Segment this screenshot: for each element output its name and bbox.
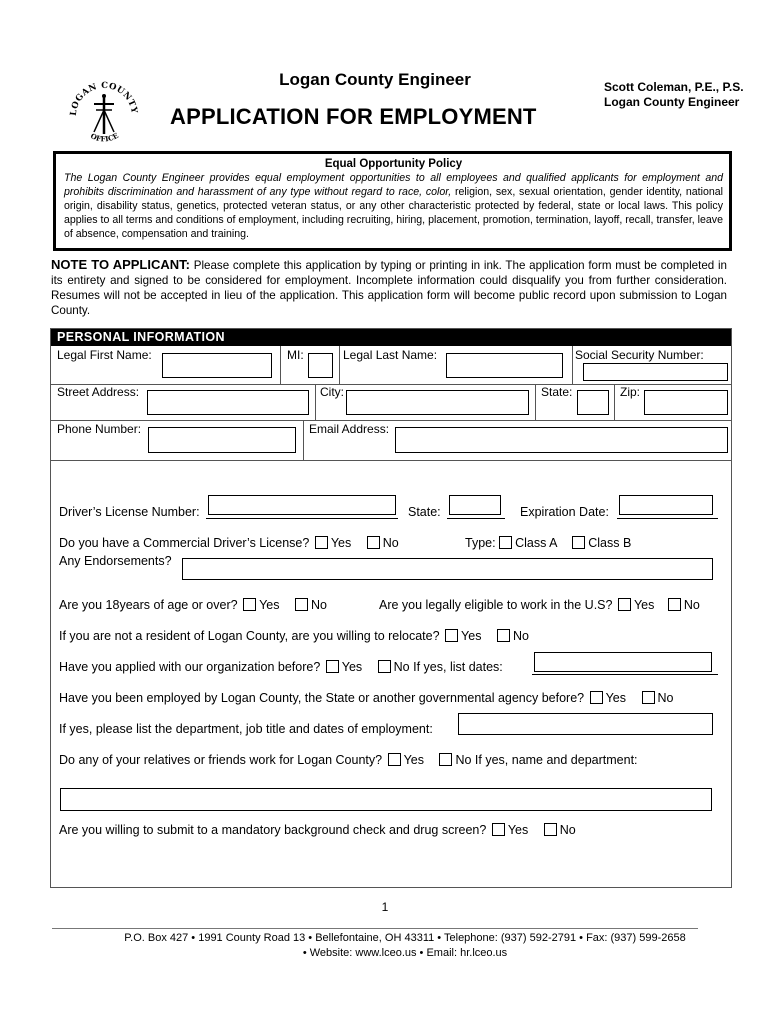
note-text: Please complete this application by typing or printing in ink. The application form must be completed in its entirety and signed to be considered for employment. Incomplete information could disqualify you from further consideration. Resumes will not be accepted in lieu of the application. This application form will become public record upon submission to Logan County.: [51, 259, 727, 317]
email-input[interactable]: [395, 427, 728, 453]
relocate-no-label: No: [512, 629, 529, 643]
applied-no-label: No: [393, 660, 410, 674]
dept-input[interactable]: [458, 713, 713, 735]
dl-number-underline: [206, 518, 398, 519]
engineer-contact: [604, 80, 744, 110]
cdl-type-label: Type:: [465, 536, 496, 550]
row-divider: [51, 460, 731, 461]
background-no-label: No: [559, 823, 576, 837]
policy-text-rest: religion, sex, sexual orientation, gender identity, national origin, disability status, genetics, protected veteran status, or any other characteristic protected by federal, state or local laws. This policy applies to all terms and conditions of employment, including recruiting, hiring, placement, promotion, termination, layoff, recall, transfer, leave of absence, compensation and training.: [64, 186, 723, 240]
age-no-label: No: [310, 598, 327, 612]
first-name-label: Legal First Name:: [57, 348, 152, 362]
eligible-yes-label: Yes: [633, 598, 655, 612]
relocate-no-checkbox[interactable]: [497, 629, 510, 642]
background-question-text: Are you willing to submit to a mandatory background check and drug screen?: [59, 823, 487, 837]
footer-web-email: • Website: www.lceo.us • Email: hr.lceo.us: [302, 947, 508, 959]
eligible-yes-checkbox[interactable]: [618, 598, 631, 611]
eligible-question: [379, 598, 700, 612]
policy-text: [64, 171, 723, 241]
relocate-yes-label: Yes: [461, 629, 482, 643]
age-no-checkbox[interactable]: [295, 598, 308, 611]
section-header-personal: PERSONAL INFORMATION: [51, 329, 731, 346]
policy-text-italic: The Logan County Engineer provides equal employment opportunities to all employees and qualified applicants for employment and prohibits discrimination and harassment of any type without regard to race, color,: [64, 172, 723, 198]
employed-yes-checkbox[interactable]: [590, 691, 603, 704]
zip-input[interactable]: [644, 390, 728, 415]
cdl-no-label: No: [382, 536, 399, 550]
applied-dates-input[interactable]: [534, 652, 712, 672]
employed-no-checkbox[interactable]: [642, 691, 655, 704]
relatives-name-input[interactable]: [60, 788, 712, 811]
engineer-title: Logan County Engineer: [604, 95, 740, 109]
footer-rule: [52, 928, 698, 929]
note-to-applicant: [51, 257, 727, 318]
divider: [535, 384, 536, 420]
ssn-label: Social Security Number:: [575, 348, 704, 362]
dept-question: If yes, please list the department, job title and dates of employment:: [59, 722, 433, 736]
applied-question-text: Have you applied with our organization before?: [59, 660, 321, 674]
background-no-checkbox[interactable]: [544, 823, 557, 836]
personal-information-form: [50, 328, 732, 888]
divider: [614, 384, 615, 420]
note-label: NOTE TO APPLICANT:: [51, 257, 190, 272]
cdl-yes-checkbox[interactable]: [315, 536, 328, 549]
relocate-question-text: If you are not a resident of Logan County, are you willing to relocate?: [59, 629, 440, 643]
relatives-yes-checkbox[interactable]: [388, 753, 401, 766]
zip-label: Zip:: [620, 385, 641, 399]
dl-number-input[interactable]: [208, 495, 396, 515]
employed-yes-label: Yes: [605, 691, 627, 705]
class-b-label: Class B: [588, 536, 632, 550]
divider: [339, 346, 340, 384]
dl-exp-input[interactable]: [619, 495, 713, 515]
relatives-no-label: No: [455, 753, 472, 767]
background-yes-label: Yes: [507, 823, 529, 837]
phone-input[interactable]: [148, 427, 296, 453]
county-engineer-logo: [66, 74, 142, 150]
eligible-no-label: No: [683, 598, 700, 612]
cdl-question-text: Do you have a Commercial Driver’s License?: [59, 536, 310, 550]
page-number: 1: [381, 900, 389, 914]
middle-initial-input[interactable]: [308, 353, 333, 378]
relatives-no-checkbox[interactable]: [439, 753, 452, 766]
employed-question: [59, 691, 673, 705]
relatives-question-text: Do any of your relatives or friends work for Logan County?: [59, 753, 383, 767]
class-a-checkbox[interactable]: [499, 536, 512, 549]
state-input[interactable]: [577, 390, 609, 415]
age-question: [59, 598, 327, 612]
city-input[interactable]: [346, 390, 529, 415]
dl-number-label: Driver’s License Number:: [59, 505, 200, 519]
divider: [315, 384, 316, 420]
class-b-checkbox[interactable]: [572, 536, 585, 549]
dl-state-underline: [447, 518, 505, 519]
background-yes-checkbox[interactable]: [492, 823, 505, 836]
equal-opportunity-policy: [53, 151, 732, 251]
svg-text:OFFICE: OFFICE: [89, 130, 120, 144]
divider: [280, 346, 281, 384]
street-input[interactable]: [147, 390, 309, 415]
first-name-input[interactable]: [162, 353, 272, 378]
relatives-yes-label: Yes: [403, 753, 424, 767]
row-divider: [51, 420, 731, 421]
last-name-label: Legal Last Name:: [343, 348, 438, 362]
dl-exp-label: Expiration Date:: [520, 505, 609, 519]
applied-question: [59, 660, 503, 674]
employed-question-text: Have you been employed by Logan County, the State or another governmental agency before?: [59, 691, 585, 705]
ssn-input[interactable]: [583, 363, 728, 381]
age-yes-checkbox[interactable]: [243, 598, 256, 611]
age-question-text: Are you 18years of age or over?: [59, 598, 238, 612]
eligible-no-checkbox[interactable]: [668, 598, 681, 611]
applied-dates-underline: [532, 674, 718, 675]
age-yes-label: Yes: [259, 598, 280, 612]
dl-state-input[interactable]: [449, 495, 501, 515]
relatives-name-label: If yes, name and department:: [474, 753, 638, 767]
dl-state-label: State:: [408, 505, 441, 519]
applied-dates-label: If yes, list dates:: [413, 660, 503, 674]
divider: [572, 346, 573, 384]
organization-name: Logan County Engineer: [279, 70, 471, 89]
dl-exp-underline: [617, 518, 718, 519]
divider: [303, 420, 304, 460]
engineer-name: Scott Coleman, P.E., P.S.: [604, 80, 744, 94]
relatives-question: [59, 753, 638, 767]
footer: [52, 931, 758, 961]
relocate-yes-checkbox[interactable]: [445, 629, 458, 642]
last-name-input[interactable]: [446, 353, 563, 378]
endorsements-input[interactable]: [182, 558, 713, 580]
cdl-question: [59, 536, 399, 550]
employed-no-label: No: [657, 691, 674, 705]
state-label: State:: [541, 385, 573, 399]
eligible-question-text: Are you legally eligible to work in the U.S?: [379, 598, 613, 612]
mi-label: MI:: [287, 348, 304, 362]
applied-yes-label: Yes: [341, 660, 363, 674]
background-question: [59, 823, 576, 837]
city-label: City:: [320, 385, 344, 399]
endorsements-label: Any Endorsements?: [59, 554, 172, 568]
phone-label: Phone Number:: [57, 422, 142, 436]
cdl-type: [465, 536, 631, 550]
email-label: Email Address:: [309, 422, 390, 436]
policy-title: Equal Opportunity Policy: [324, 158, 463, 170]
cdl-yes-label: Yes: [330, 536, 352, 550]
form-title: APPLICATION FOR EMPLOYMENT: [170, 104, 537, 129]
footer-address: P.O. Box 427 • 1991 County Road 13 • Bellefontaine, OH 43311 • Telephone: (937) 592-2791 • Fax: (937) 599-2658: [124, 932, 686, 944]
svg-text:LOGAN COUNTY ENGINEER'S: LOGAN COUNTY: [68, 80, 139, 117]
street-label: Street Address:: [57, 385, 140, 399]
relocate-question: [59, 629, 529, 643]
applied-no-checkbox[interactable]: [378, 660, 391, 673]
class-a-label: Class A: [515, 536, 557, 550]
cdl-no-checkbox[interactable]: [367, 536, 380, 549]
applied-yes-checkbox[interactable]: [326, 660, 339, 673]
